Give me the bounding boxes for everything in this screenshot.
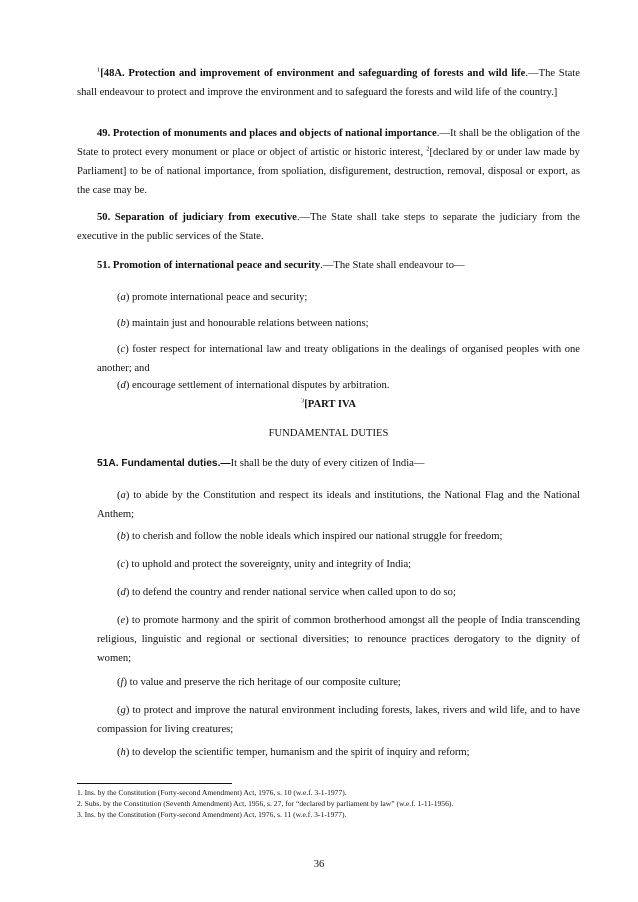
article-51a-item-b: (b) to cherish and follow the noble ideals which inspired our national struggle for freedom; — [117, 531, 503, 542]
item-letter: b — [120, 318, 126, 329]
item-letter: b — [120, 531, 126, 542]
article-51-item-b: (b) maintain just and honourable relations between nations; — [117, 318, 369, 329]
article-51a-text: It shall be the duty of every citizen of India— — [230, 458, 425, 469]
item-text: maintain just and honourable relations between nations; — [129, 318, 369, 329]
article-51-item-c: (c) foster respect for international law and treaty obligations in the dealings of organised peoples with one another; and — [97, 344, 580, 374]
item-text: to promote harmony and the spirit of common brotherhood amongst all the people of India transcending religious, linguistic and regional or sectional diversities; to renounce practices derogatory to the dignity of women; — [97, 615, 580, 664]
item-letter: f — [120, 677, 124, 688]
item-letter: c — [120, 344, 126, 355]
article-51a-item-f: (f) to value and preserve the rich heritage of our composite culture; — [117, 677, 401, 688]
item-text: to uphold and protect the sovereignty, unity and integrity of India; — [128, 559, 412, 570]
article-51a — [77, 454, 580, 473]
article-51a-item-d: (d) to defend the country and render national service when called upon to do so; — [117, 587, 456, 598]
item-letter: a — [120, 490, 126, 501]
article-51-title: 51. Promotion of international peace and security — [97, 260, 321, 271]
article-48a-title: [48A. Protection and improvement of environment and safeguarding of forests and wild life — [100, 68, 526, 79]
item-text: to develop the scientific temper, humanism and the spirit of inquiry and reform; — [129, 747, 470, 758]
article-51a-item-h: (h) to develop the scientific temper, humanism and the spirit of inquiry and reform; — [117, 747, 470, 758]
item-text: to value and preserve the rich heritage of our composite culture; — [127, 677, 401, 688]
footnote-marker-3: 3 — [301, 397, 305, 405]
item-letter: d — [120, 587, 126, 598]
item-letter: d — [120, 380, 126, 391]
item-letter: c — [120, 559, 126, 570]
article-49-text-1: .—It shall be the obligation of the State to protect every monument or place or object of artistic or historic interest, — [77, 128, 580, 158]
item-letter: h — [120, 747, 126, 758]
part-title: [PART IVA — [304, 399, 356, 410]
article-51-text: .—The State shall endeavour to— — [320, 260, 465, 271]
page-number: 36 — [313, 859, 325, 870]
article-51-item-a: (a) promote international peace and security; — [117, 292, 308, 303]
footnote-2: 2. Subs. by the Constitution (Seventh Amendment) Act, 1956, s. 27, for “declared by parliament by law” (w.e.f. 1-11-1956). — [77, 799, 454, 808]
item-letter: e — [120, 615, 126, 626]
article-49-title: 49. Protection of monuments and places and objects of national importance — [97, 128, 437, 139]
article-48a — [77, 64, 580, 102]
part-subtitle: FUNDAMENTAL DUTIES — [268, 428, 389, 439]
footnote-marker-1: 1 — [97, 66, 101, 74]
article-51a-item-c: (c) to uphold and protect the sovereignty, unity and integrity of India; — [117, 559, 412, 570]
article-51a-item-a: (a) to abide by the Constitution and respect its ideals and institutions, the National Flag and the National Anthem; — [97, 490, 580, 520]
item-text: foster respect for international law and treaty obligations in the dealings of organised peoples with one another; and — [97, 344, 580, 374]
item-letter: g — [120, 705, 126, 716]
item-text: to cherish and follow the noble ideals which inspired our national struggle for freedom; — [129, 531, 503, 542]
article-50-title: 50. Separation of judiciary from executive — [97, 212, 297, 223]
item-letter: a — [120, 292, 126, 303]
footnote-divider — [77, 783, 232, 784]
article-51 — [77, 256, 580, 275]
footnote-marker-2: 2 — [426, 145, 430, 153]
footnote-1: 1. Ins. by the Constitution (Forty-second Amendment) Act, 1976, s. 10 (w.e.f. 3-1-1977). — [77, 788, 347, 797]
footnote-3: 3. Ins. by the Constitution (Forty-second Amendment) Act, 1976, s. 11 (w.e.f. 3-1-1977). — [77, 810, 347, 819]
article-50-text: .—The State shall take steps to separate the judiciary from the executive in the public services of the State. — [77, 212, 581, 242]
item-text: to abide by the Constitution and respect its ideals and institutions, the National Flag and the National Anthem; — [97, 490, 580, 520]
article-49-text-2: [declared by or under law made by Parliament] to be of national importance, from spoliation, disfigurement, destruction, removal, disposal or export, as the case may be. — [77, 147, 580, 196]
article-48a-text: .—The State shall endeavour to protect and improve the environment and to safeguard the forests and wild life of the country.] — [77, 68, 580, 98]
part-heading — [77, 399, 580, 410]
article-51a-item-e: (e) to promote harmony and the spirit of common brotherhood amongst all the people of India transcending religious, linguistic and regional or sectional diversities; to renounce practices derogatory to the dignity of women; — [97, 615, 580, 664]
article-51-item-d: (d) encourage settlement of international disputes by arbitration. — [117, 380, 390, 391]
article-50 — [77, 208, 580, 246]
item-text: encourage settlement of international disputes by arbitration. — [129, 380, 390, 391]
item-text: to protect and improve the natural environment including forests, lakes, rivers and wild life, and to have compassion for living creatures; — [97, 705, 580, 735]
item-text: to defend the country and render national service when called upon to do so; — [129, 587, 456, 598]
article-51a-item-g: (g) to protect and improve the natural environment including forests, lakes, rivers and wild life, and to have compassion for living creatures; — [97, 705, 580, 735]
item-text: promote international peace and security; — [129, 292, 308, 303]
article-51a-title: 51A. Fundamental duties.— — [97, 458, 231, 469]
article-49 — [77, 124, 580, 200]
